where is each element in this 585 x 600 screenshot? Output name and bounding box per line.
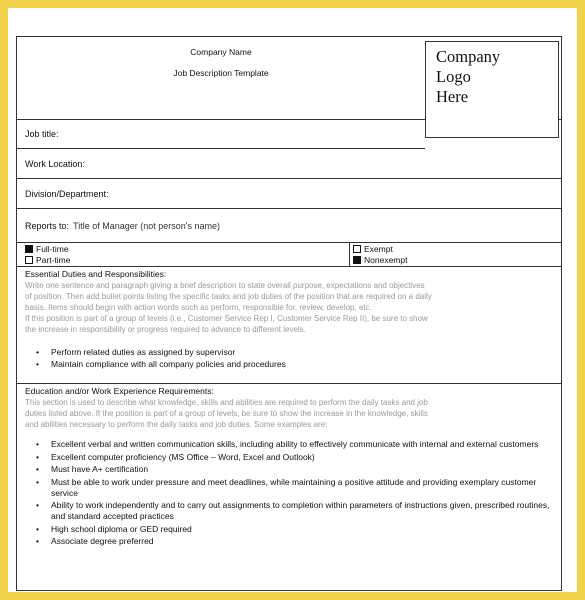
nonexempt-option[interactable] xyxy=(353,255,407,265)
duties-list xyxy=(25,347,553,370)
division-field[interactable] xyxy=(17,179,561,209)
company-logo-placeholder xyxy=(425,41,559,138)
education-title: Education and/or Work Experience Requirements: xyxy=(25,386,214,396)
status-divider xyxy=(349,243,350,266)
duties-intro-line: Write one sentence and paragraph giving a brief description to state overall purpose, expectations and objectives xyxy=(25,281,425,290)
exempt-label: Exempt xyxy=(364,244,393,254)
education-section xyxy=(17,384,561,547)
education-intro-line: and abilities necessary to perform the daily tasks and job duties. Some examples are: xyxy=(25,420,328,429)
job-description-form xyxy=(16,36,562,591)
document-title: Job Description Template xyxy=(173,68,269,78)
duties-intro-line: of position. Then add bullet points listing the specific tasks and job duties of the position that are required on a daily xyxy=(25,292,432,301)
checkbox-checked-icon[interactable] xyxy=(25,245,33,253)
reports-to-field[interactable] xyxy=(17,209,561,243)
company-name: Company Name xyxy=(190,47,252,57)
reports-to-label: Reports to: xyxy=(25,220,70,231)
logo-line: Company xyxy=(436,47,501,66)
duties-section xyxy=(17,267,561,384)
list-item: • Must be able to work under pressure and meet deadlines, while maintaining a positive attitude and providing exemplary customer service xyxy=(25,477,553,499)
header-title-area xyxy=(17,37,425,119)
list-item: • High school diploma or GED required xyxy=(25,524,553,535)
list-item: • Ability to work independently and to carry out assignments to completion within parameters of instructions given, prescribed routines, and standard accepted practices xyxy=(25,500,553,522)
logo-line: Here xyxy=(436,87,469,106)
list-item: • Must have A+ certification xyxy=(25,464,553,475)
list-item: • Maintain compliance with all company policies and procedures xyxy=(25,359,553,370)
checkbox-unchecked-icon[interactable] xyxy=(353,245,361,253)
job-title-label: Job title: xyxy=(25,129,59,139)
part-time-option[interactable] xyxy=(25,255,70,265)
checkbox-checked-icon[interactable] xyxy=(353,256,361,264)
logo-line: Logo xyxy=(436,67,471,86)
full-time-label: Full-time xyxy=(36,244,69,254)
list-item: • Excellent computer proficiency (MS Office – Word, Excel and Outlook) xyxy=(25,452,553,463)
duties-title: Essential Duties and Responsibilities: xyxy=(25,269,167,279)
list-item: • Excellent verbal and written communication skills, including ability to effectively communicate with internal and external customers xyxy=(25,439,553,450)
work-location-label: Work Location: xyxy=(25,158,85,169)
exempt-option[interactable] xyxy=(353,244,393,254)
work-location-field[interactable] xyxy=(17,149,561,179)
education-list xyxy=(25,439,553,547)
part-time-label: Part-time xyxy=(36,255,71,265)
nonexempt-label: Nonexempt xyxy=(364,255,408,265)
duties-intro-line: If this position is part of a group of levels (i.e., Customer Service Rep I, Customer Service Rep II), be sure to show xyxy=(25,314,428,323)
employment-status-row xyxy=(17,243,561,267)
job-title-field[interactable] xyxy=(17,120,425,149)
checkbox-unchecked-icon[interactable] xyxy=(25,256,33,264)
full-time-option[interactable] xyxy=(25,244,69,254)
list-item: • Associate degree preferred xyxy=(25,536,553,547)
education-intro-line: This section is used to describe what knowledge, skills and abilities are required to perform the daily tasks and job xyxy=(25,398,428,407)
duties-intro-line: basis. Items should begin with action words such as perform, responsible for, review, develop, etc. xyxy=(25,303,372,312)
division-label: Division/Department: xyxy=(25,188,109,199)
reports-to-value: Title of Manager (not person's name) xyxy=(73,220,220,231)
list-item: • Perform related duties as assigned by supervisor xyxy=(25,347,553,358)
duties-intro-line: the increase in responsibility or progress required to advance to different levels. xyxy=(25,325,306,334)
education-intro-line: duties listed above. If the position is part of a group of levels, be sure to show the increase in the knowledge, skills xyxy=(25,409,428,418)
document-page xyxy=(8,8,577,592)
